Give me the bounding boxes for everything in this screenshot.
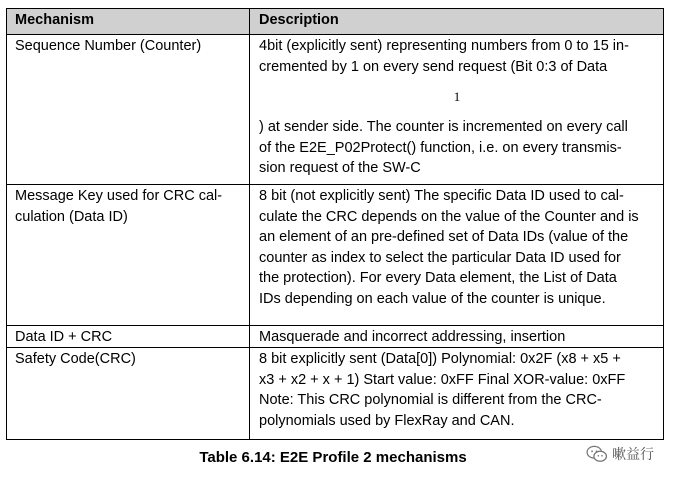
description-line: polynomials used by FlexRay and CAN. [259, 412, 515, 429]
description-cell [250, 185, 663, 325]
wechat-logo-icon [586, 445, 608, 463]
mechanism-line: Message Key used for CRC cal- [15, 188, 223, 204]
description-cell [250, 348, 663, 439]
footnote-marker: 1 [453, 89, 461, 104]
description-line: Note: This CRC polynomial is different from the CRC- [259, 392, 602, 408]
description-line: cremented by 1 on every send request (Bit 0:3 of Data [259, 58, 608, 75]
mechanism-cell: Data ID + CRC [15, 329, 113, 345]
description-line: sion request of the SW-C [259, 160, 421, 176]
mechanisms-table [6, 8, 664, 440]
description-line: an element of an pre-defined set of Data IDs (value of the [259, 229, 629, 245]
description-line: 4bit (explicitly sent) representing numbers from 0 to 15 in- [259, 38, 629, 54]
description-line: culate the CRC depends on the value of the Counter and is [259, 208, 639, 225]
mechanism-cell [7, 185, 249, 325]
description-line: 8 bit (not explicitly sent) The specific Data ID used to cal- [259, 188, 624, 204]
mechanism-cell: Safety Code(CRC) [15, 351, 136, 367]
description-line: IDs depending on each value of the counter is unique. [259, 290, 606, 307]
description-line: counter as index to select the particular Data ID used for [259, 249, 621, 266]
description-line: x3 + x2 + x + 1) Start value: 0xFF Final XOR-value: 0xFF [259, 371, 626, 388]
table-row [7, 325, 663, 347]
header-description: Description [259, 12, 339, 28]
description-cell: Masquerade and incorrect addressing, insertion [259, 329, 566, 345]
header-mechanism: Mechanism [15, 12, 94, 28]
description-line: 8 bit explicitly sent (Data[0]) Polynomial: 0x2F (x8 + x5 + [259, 351, 621, 367]
mechanism-cell: Sequence Number (Counter) [15, 38, 202, 54]
table-header-row [7, 9, 663, 34]
description-line: the protection). For every Data element, the List of Data [259, 270, 617, 286]
table-row [7, 347, 663, 439]
mechanism-line: culation (Data ID) [15, 208, 128, 225]
table-caption: Table 6.14: E2E Profile 2 mechanisms [199, 449, 467, 466]
watermark-text: 嗽益行 [612, 446, 654, 462]
description-cell [250, 35, 663, 184]
table-row [7, 34, 663, 184]
table-row [7, 184, 663, 325]
description-line: ) at sender side. The counter is incremented on every call [259, 119, 628, 135]
watermark [586, 444, 654, 464]
description-line: of the E2E_P02Protect() function, i.e. on every transmis- [259, 139, 622, 156]
